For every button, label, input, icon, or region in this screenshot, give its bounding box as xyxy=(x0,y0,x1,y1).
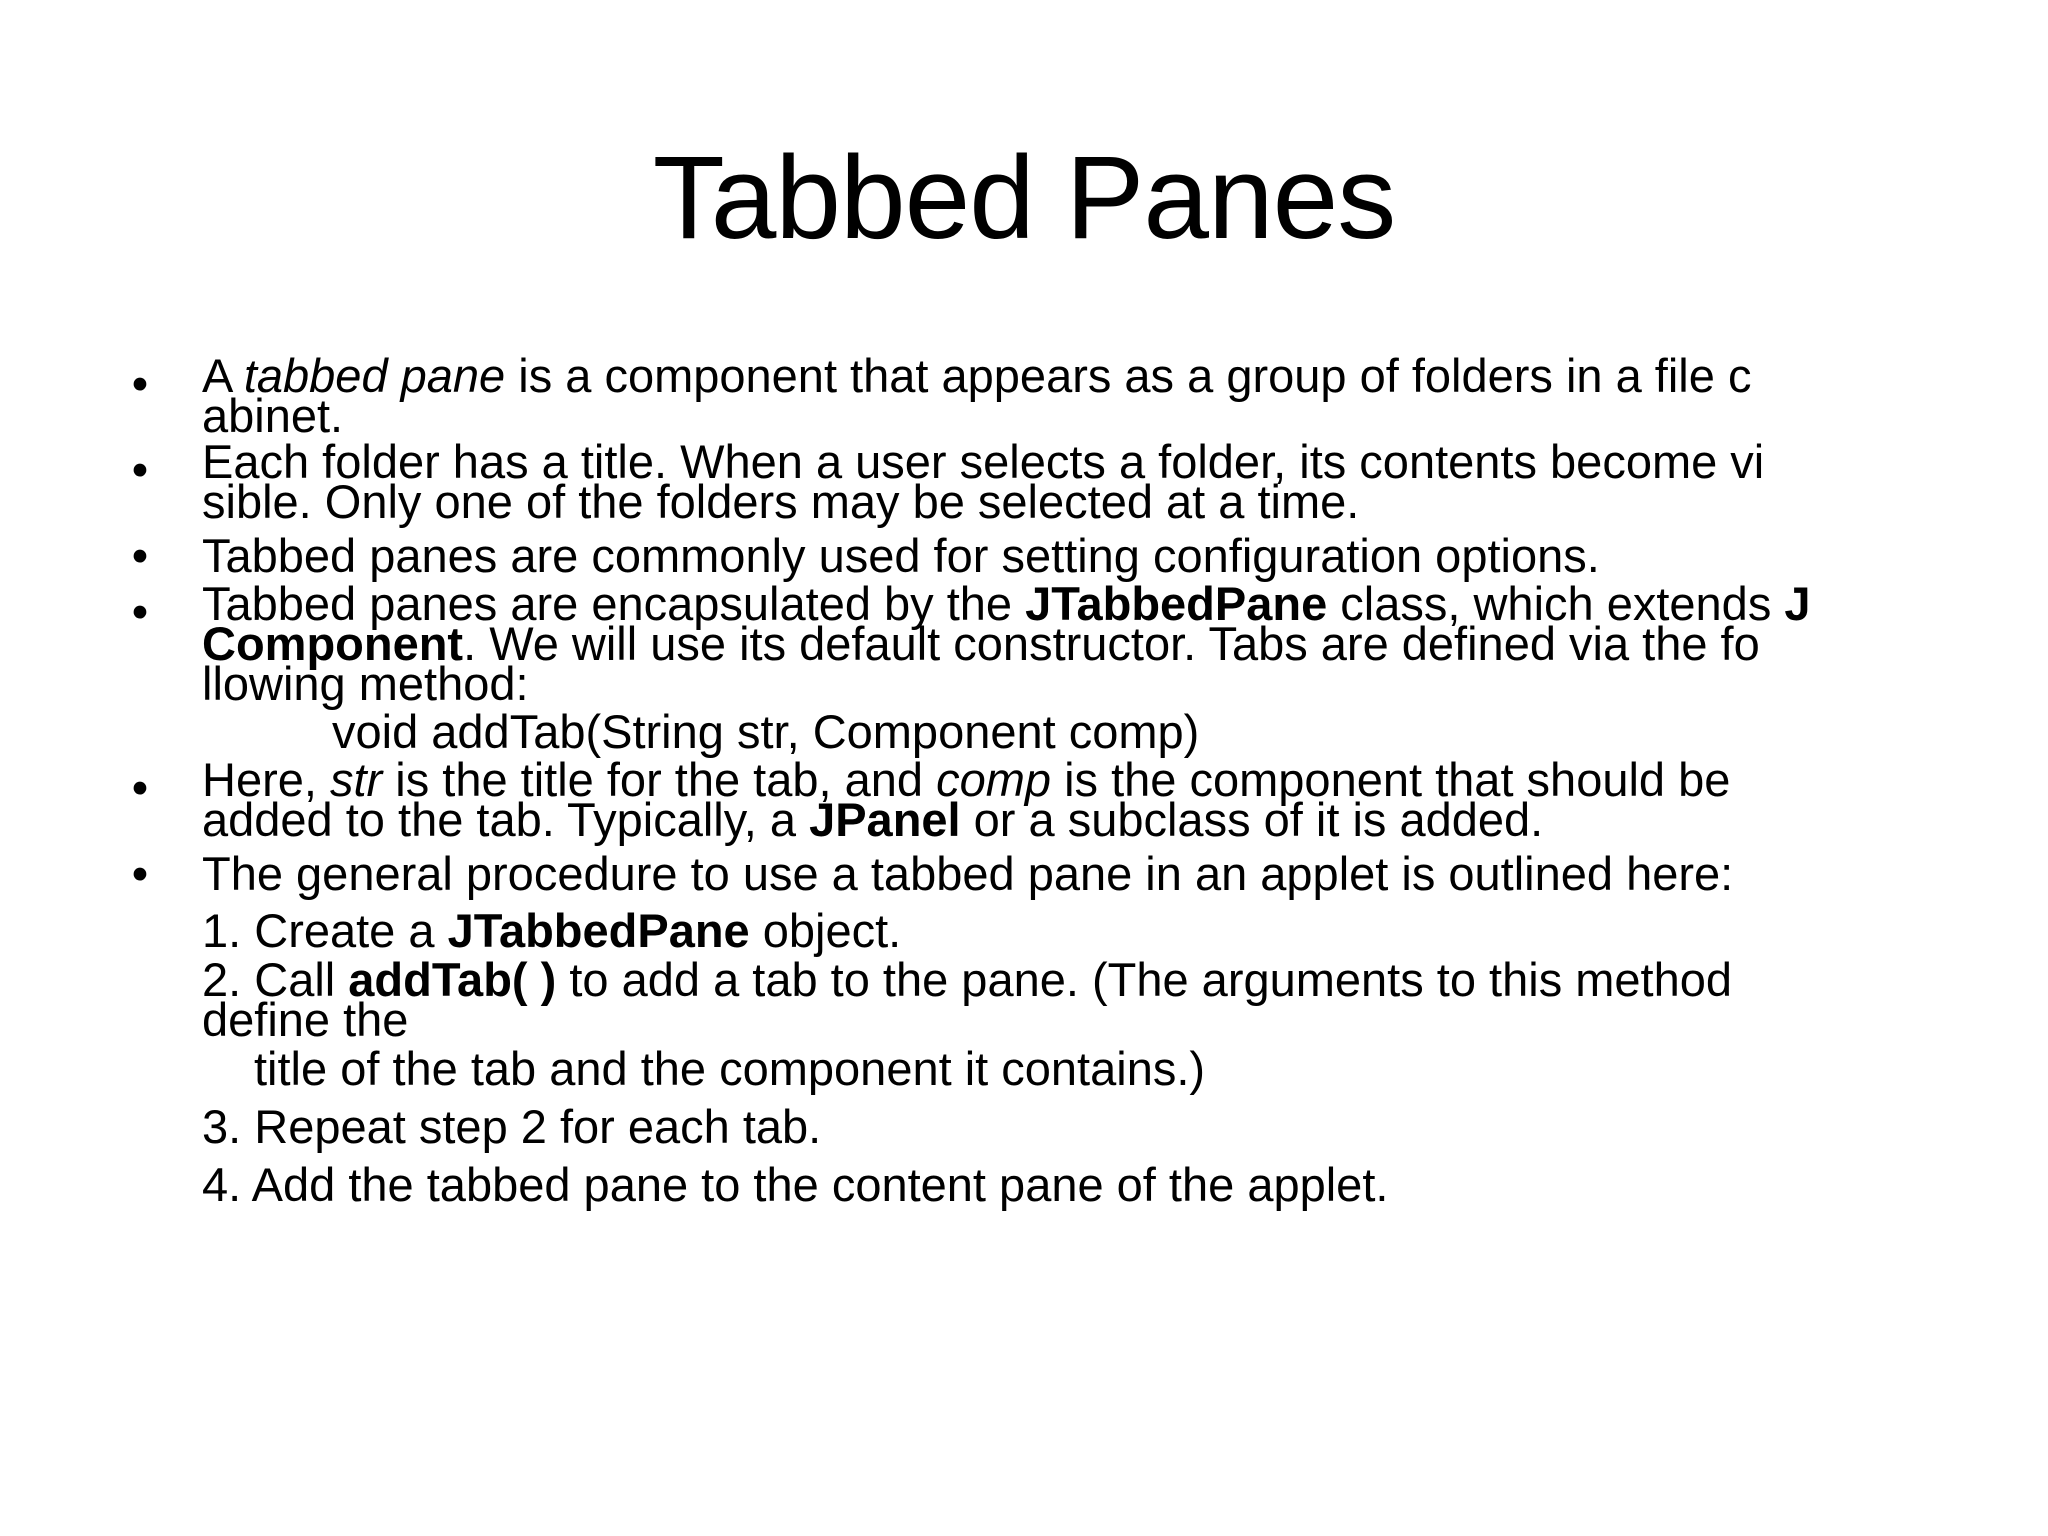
bullet-item xyxy=(120,435,1940,528)
bullet-glyph: • xyxy=(131,585,149,638)
step-3: 3. Repeat step 2 for each tab. xyxy=(202,1100,822,1153)
bullet-glyph: • xyxy=(131,847,149,900)
class-name-jcomponent: Component xyxy=(202,617,464,670)
bullet-item xyxy=(120,349,1940,442)
bullet-glyph: • xyxy=(131,529,149,582)
bullet-text-line: The general procedure to use a tabbed pane in an applet is outlined here: xyxy=(202,847,1734,900)
bullet-glyph: • xyxy=(131,443,149,496)
step-2: 2. Call addTab( ) to add a tab to the pane. (The arguments to this method define the xyxy=(202,953,1733,1046)
bullet-glyph: • xyxy=(131,761,149,814)
bullet-item xyxy=(120,753,1940,846)
class-name-jpanel: JPanel xyxy=(809,793,961,846)
bullet-glyph: • xyxy=(131,357,149,410)
step-1: 1. Create a JTabbedPane object. xyxy=(202,904,902,957)
bullet-item xyxy=(120,577,1940,710)
slide-title: Tabbed Panes xyxy=(652,132,1396,264)
step-2-continuation: title of the tab and the component it contains.) xyxy=(254,1042,1206,1095)
bullet-text-line: Component. We will use its default constructor. Tabs are defined via the fo xyxy=(202,617,1760,670)
bullet-text-line: added to the tab. Typically, a JPanel or a subclass of it is added. xyxy=(202,793,1544,846)
bullet-text-line: A tabbed pane is a component that appears as a group of folders in a file c xyxy=(202,349,1752,402)
bullet-item xyxy=(120,528,1940,584)
bullet-text-line: sible. Only one of the folders may be selected at a time. xyxy=(202,475,1360,528)
step-4: 4. Add the tabbed pane to the content pane of the applet. xyxy=(202,1158,1389,1211)
bullet-text-line: Tabbed panes are encapsulated by the JTabbedPane class, which extends J xyxy=(202,577,1811,630)
bullet-text-line: Here, str is the title for the tab, and comp is the component that should be xyxy=(202,753,1731,806)
bullet-text-line: llowing method: xyxy=(202,657,529,710)
bullet-text-line: Each folder has a title. When a user selects a folder, its contents become vi xyxy=(202,435,1765,488)
bullet-text-line: Tabbed panes are commonly used for setting configuration options. xyxy=(202,529,1600,582)
method-name-addtab: addTab( ) xyxy=(348,953,557,1006)
bullet-item xyxy=(120,846,1940,902)
method-signature: void addTab(String str, Component comp) xyxy=(332,705,1200,758)
class-name-jtabbedpane: JTabbedPane xyxy=(1025,577,1328,630)
slide-body xyxy=(120,349,1940,1214)
term-tabbed-pane: tabbed pane xyxy=(243,349,506,402)
bullet-text-line: abinet. xyxy=(202,389,344,442)
